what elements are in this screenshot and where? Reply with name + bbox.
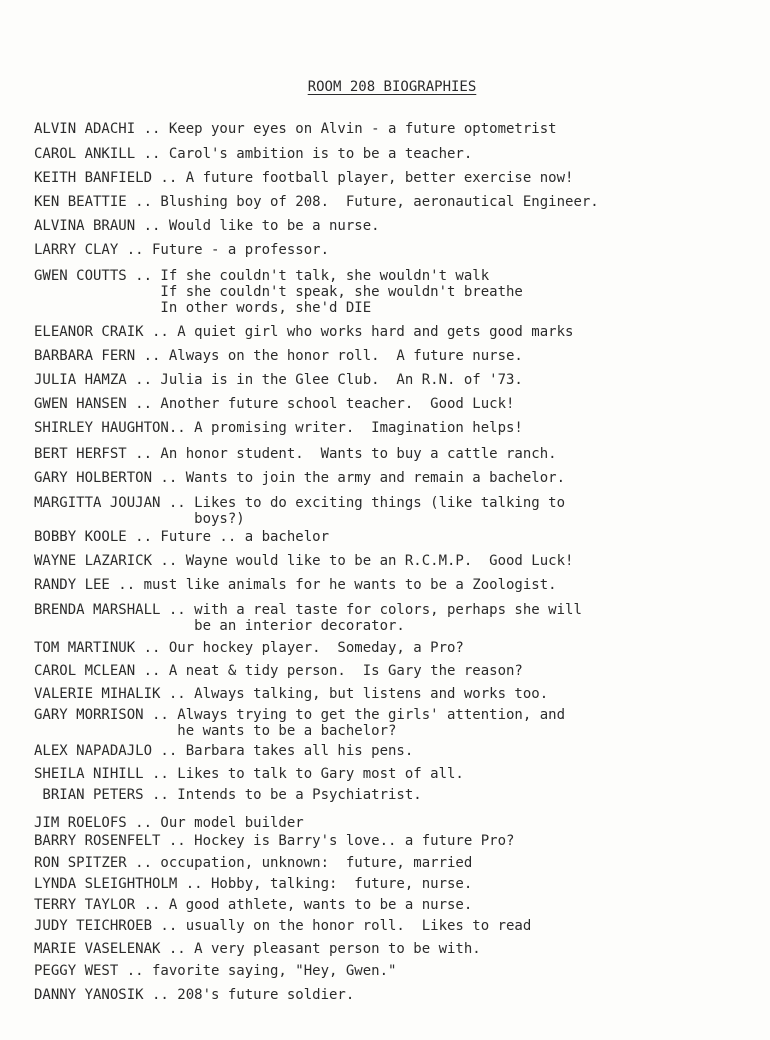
biography-entry <box>34 876 472 892</box>
biography-line: BRENDA MARSHALL .. with a real taste for colors, perhaps she will <box>34 602 582 618</box>
biography-entry <box>34 420 523 436</box>
biography-entry <box>34 553 573 569</box>
biography-line: GWEN HANSEN .. Another future school teacher. Good Luck! <box>34 396 515 412</box>
biography-entry <box>34 963 396 979</box>
biography-entry <box>34 787 422 803</box>
biography-line: BERT HERFST .. An honor student. Wants to buy a cattle ranch. <box>34 446 557 462</box>
biography-line: JIM ROELOFS .. Our model builder <box>34 815 304 831</box>
biography-line: BOBBY KOOLE .. Future .. a bachelor <box>34 529 330 545</box>
biography-entry <box>34 218 380 234</box>
biography-line: LYNDA SLEIGHTHOLM .. Hobby, talking: future, nurse. <box>34 876 473 892</box>
biography-line: In other words, she'd DIE <box>34 300 372 316</box>
biography-line: GARY MORRISON .. Always trying to get the girls' attention, and <box>34 707 566 723</box>
biography-line: ELEANOR CRAIK .. A quiet girl who works hard and gets good marks <box>34 324 574 340</box>
biography-entry <box>34 170 573 186</box>
biography-line: SHIRLEY HAUGHTON.. A promising writer. Imagination helps! <box>34 420 523 436</box>
biography-entry <box>34 446 557 462</box>
biography-line: LARRY CLAY .. Future - a professor. <box>34 242 330 258</box>
biography-line: be an interior decorator. <box>34 618 405 634</box>
biography-entry <box>34 766 464 782</box>
biography-entry <box>34 918 531 934</box>
biography-entry <box>34 686 548 702</box>
biography-entry <box>34 640 464 656</box>
biography-entry <box>34 941 481 957</box>
biography-line: PEGGY WEST .. favorite saying, "Hey, Gwen." <box>34 963 397 979</box>
biography-entry <box>34 855 472 871</box>
biography-line: JULIA HAMZA .. Julia is in the Glee Club. An R.N. of '73. <box>34 372 523 388</box>
biography-entry <box>34 897 472 913</box>
page-title: ROOM 208 BIOGRAPHIES <box>307 79 477 95</box>
biography-line: ALVIN ADACHI .. Keep your eyes on Alvin - a future optometrist <box>34 121 557 137</box>
biography-line: ALVINA BRAUN .. Would like to be a nurse. <box>34 218 380 234</box>
biography-entry <box>34 470 565 486</box>
biography-line: GARY HOLBERTON .. Wants to join the army and remain a bachelor. <box>34 470 566 486</box>
biography-entry <box>34 242 329 258</box>
biography-entry <box>34 146 472 162</box>
biography-line: RON SPITZER .. occupation, unknown: future, married <box>34 855 473 871</box>
biography-entry <box>34 372 523 388</box>
biography-line: BARBARA FERN .. Always on the honor roll. A future nurse. <box>34 348 523 364</box>
biography-entry <box>34 268 523 316</box>
biography-entry <box>34 396 514 412</box>
biography-line: VALERIE MIHALIK .. Always talking, but listens and works too. <box>34 686 549 702</box>
biography-entry <box>34 602 582 634</box>
biography-line: ALEX NAPADAJLO .. Barbara takes all his pens. <box>34 743 414 759</box>
biography-line: JUDY TEICHROEB .. usually on the honor roll. Likes to read <box>34 918 532 934</box>
biography-entry <box>34 663 523 679</box>
biography-line: RANDY LEE .. must like animals for he wants to be a Zoologist. <box>34 577 557 593</box>
biography-line: BARRY ROSENFELT .. Hockey is Barry's love.. a future Pro? <box>34 833 515 849</box>
biography-line: If she couldn't speak, she wouldn't breathe <box>34 284 523 300</box>
biography-entry <box>34 529 329 545</box>
biography-line: TOM MARTINUK .. Our hockey player. Someday, a Pro? <box>34 640 464 656</box>
biography-entry <box>34 121 557 137</box>
page-title-block <box>0 79 770 95</box>
biography-line: KEITH BANFIELD .. A future football player, better exercise now! <box>34 170 574 186</box>
biography-entry <box>34 815 304 831</box>
biography-line: boys?) <box>34 511 245 527</box>
biography-entry <box>34 707 565 739</box>
biography-line: KEN BEATTIE .. Blushing boy of 208. Future, aeronautical Engineer. <box>34 194 599 210</box>
biography-entry <box>34 577 557 593</box>
biography-entry <box>34 495 565 527</box>
biography-entry <box>34 348 523 364</box>
biography-line: WAYNE LAZARICK .. Wayne would like to be an R.C.M.P. Good Luck! <box>34 553 574 569</box>
biography-line: DANNY YANOSIK .. 208's future soldier. <box>34 987 355 1003</box>
biography-entry <box>34 743 413 759</box>
biography-line: SHEILA NIHILL .. Likes to talk to Gary most of all. <box>34 766 464 782</box>
biography-line: CAROL ANKILL .. Carol's ambition is to be a teacher. <box>34 146 473 162</box>
biography-line: MARGITTA JOUJAN .. Likes to do exciting things (like talking to <box>34 495 566 511</box>
biography-line: TERRY TAYLOR .. A good athlete, wants to be a nurse. <box>34 897 473 913</box>
biography-entry <box>34 324 573 340</box>
biography-line: BRIAN PETERS .. Intends to be a Psychiatrist. <box>34 787 422 803</box>
biography-entry <box>34 833 514 849</box>
biography-line: MARIE VASELENAK .. A very pleasant person to be with. <box>34 941 481 957</box>
biography-line: CAROL MCLEAN .. A neat & tidy person. Is Gary the reason? <box>34 663 523 679</box>
biography-entry <box>34 194 599 210</box>
biography-line: GWEN COUTTS .. If she couldn't talk, she wouldn't walk <box>34 268 490 284</box>
biography-line: he wants to be a bachelor? <box>34 723 397 739</box>
biography-entry <box>34 987 354 1003</box>
